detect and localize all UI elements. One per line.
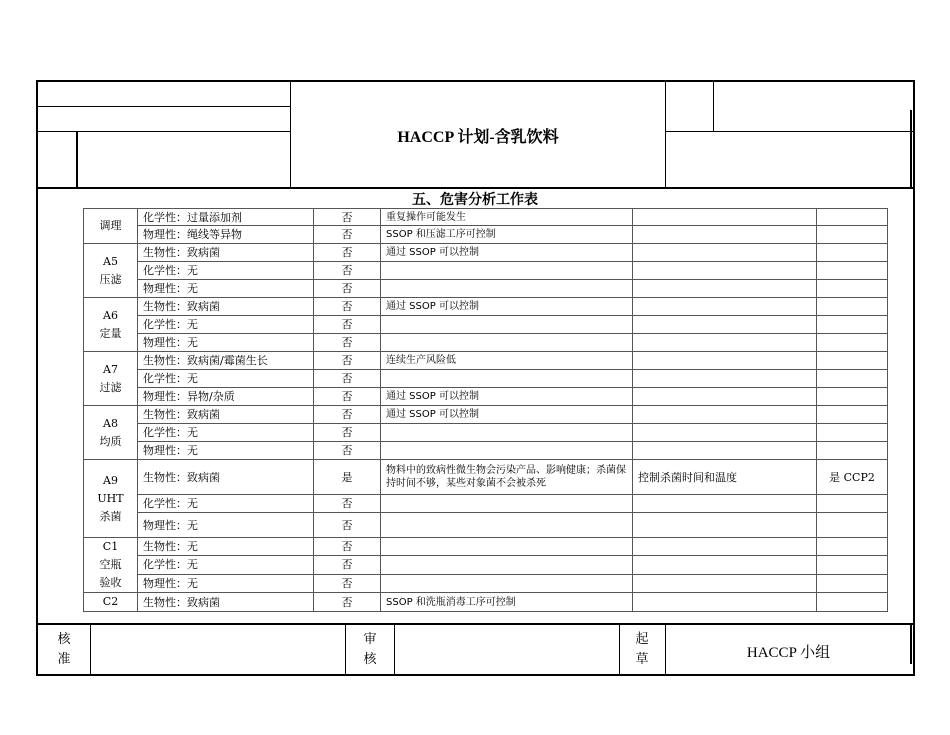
basis-cell: 连续生产风险低 <box>381 352 633 370</box>
hazard-cell: 化学性：无 <box>138 262 314 280</box>
process-step-cell: A7 过滤 <box>84 352 138 406</box>
process-step-cell: A8 均质 <box>84 406 138 460</box>
approve-label: 核 准 <box>57 632 71 667</box>
table-row <box>84 574 888 592</box>
table-row <box>84 316 888 334</box>
process-step-cell: A9 UHT 杀菌 <box>84 460 138 538</box>
hazard-cell: 生物性：致病菌 <box>138 460 314 495</box>
ccp-cell <box>817 316 888 334</box>
ccp-cell <box>817 556 888 574</box>
ccp-cell <box>817 298 888 316</box>
significance-cell: 是 <box>314 460 381 495</box>
basis-cell <box>381 370 633 388</box>
table-row <box>84 298 888 316</box>
basis-cell <box>381 280 633 298</box>
significance-cell: 否 <box>314 334 381 352</box>
ccp-cell <box>817 388 888 406</box>
hazard-cell: 生物性：致病菌/霉菌生长 <box>138 352 314 370</box>
header-divider-right <box>665 81 666 188</box>
control-measure-cell <box>633 424 817 442</box>
footer-rule-2 <box>345 624 346 675</box>
hazard-cell: 化学性：无 <box>138 495 314 513</box>
header-right-col-rule <box>713 81 714 131</box>
control-measure-cell <box>633 262 817 280</box>
process-step-cell: A6 定量 <box>84 298 138 352</box>
basis-cell <box>381 495 633 513</box>
hazard-cell: 物理性：无 <box>138 334 314 352</box>
document-title: HACCP 计划-含乳饮料 <box>397 128 559 146</box>
control-measure-cell <box>633 370 817 388</box>
control-measure-cell <box>633 226 817 244</box>
control-measure-cell <box>633 316 817 334</box>
footer-rule-1 <box>90 624 91 675</box>
table-row <box>84 406 888 424</box>
header-right-edge-rule <box>910 110 912 188</box>
basis-cell: 通过 SSOP 可以控制 <box>381 298 633 316</box>
footer-rule-3 <box>394 624 395 675</box>
ccp-cell <box>817 406 888 424</box>
basis-cell <box>381 513 633 538</box>
control-measure-cell <box>633 513 817 538</box>
basis-cell <box>381 424 633 442</box>
significance-cell: 否 <box>314 209 381 226</box>
header-left-rule-1 <box>37 106 290 107</box>
section-title: 五、危害分析工作表 <box>412 192 538 208</box>
ccp-cell <box>817 209 888 226</box>
control-measure-cell <box>633 574 817 592</box>
significance-cell: 否 <box>314 262 381 280</box>
hazard-cell: 化学性：无 <box>138 424 314 442</box>
review-label: 审 核 <box>363 632 377 667</box>
basis-cell <box>381 574 633 592</box>
table-row <box>84 262 888 280</box>
ccp-cell <box>817 262 888 280</box>
table-row <box>84 280 888 298</box>
hazard-cell: 生物性：致病菌 <box>138 406 314 424</box>
ccp-cell <box>817 442 888 460</box>
hazard-cell: 物理性：异物/杂质 <box>138 388 314 406</box>
table-row <box>84 556 888 574</box>
table-row <box>84 460 888 495</box>
table-row <box>84 209 888 226</box>
footer-rule-4 <box>619 624 620 675</box>
hazard-cell: 生物性：无 <box>138 538 314 556</box>
basis-cell <box>381 556 633 574</box>
significance-cell: 否 <box>314 226 381 244</box>
control-measure-cell <box>633 495 817 513</box>
ccp-cell <box>817 593 888 612</box>
hazard-cell: 生物性：致病菌 <box>138 244 314 262</box>
ccp-cell <box>817 334 888 352</box>
significance-cell: 否 <box>314 244 381 262</box>
significance-cell: 否 <box>314 574 381 592</box>
table-row <box>84 593 888 612</box>
hazard-analysis-table <box>83 208 888 612</box>
hazard-cell: 物理性：无 <box>138 574 314 592</box>
ccp-cell <box>817 538 888 556</box>
table-row <box>84 370 888 388</box>
ccp-cell <box>817 370 888 388</box>
hazard-cell: 化学性：无 <box>138 370 314 388</box>
significance-cell: 否 <box>314 442 381 460</box>
table-row <box>84 538 888 556</box>
basis-cell <box>381 316 633 334</box>
process-step-cell: 调理 <box>84 209 138 244</box>
hazard-cell: 化学性：过量添加剂 <box>138 209 314 226</box>
basis-cell: 物料中的致病性微生物会污染产品、影响健康；杀菌保持时间不够，某些对象菌不会被杀死 <box>381 460 633 495</box>
basis-cell: SSOP 和洗瓶消毒工序可控制 <box>381 593 633 612</box>
basis-cell <box>381 538 633 556</box>
control-measure-cell <box>633 388 817 406</box>
control-measure-cell <box>633 406 817 424</box>
ccp-cell <box>817 424 888 442</box>
process-step-cell: C2 <box>84 593 138 612</box>
hazard-cell: 物理性：无 <box>138 513 314 538</box>
table-row <box>84 495 888 513</box>
table-row <box>84 513 888 538</box>
significance-cell: 否 <box>314 556 381 574</box>
significance-cell: 否 <box>314 316 381 334</box>
ccp-cell <box>817 513 888 538</box>
drafter-value: HACCP 小组 <box>746 645 831 661</box>
significance-cell: 否 <box>314 406 381 424</box>
ccp-cell <box>817 495 888 513</box>
hazard-cell: 生物性：致病菌 <box>138 593 314 612</box>
basis-cell: 通过 SSOP 可以控制 <box>381 388 633 406</box>
control-measure-cell <box>633 352 817 370</box>
process-step-cell: A5 压滤 <box>84 244 138 298</box>
basis-cell: SSOP 和压滤工序可控制 <box>381 226 633 244</box>
significance-cell: 否 <box>314 370 381 388</box>
table-row <box>84 442 888 460</box>
basis-cell <box>381 334 633 352</box>
ccp-cell <box>817 280 888 298</box>
control-measure-cell <box>633 556 817 574</box>
hazard-cell: 物理性：无 <box>138 442 314 460</box>
draft-label: 起 草 <box>635 632 649 667</box>
significance-cell: 否 <box>314 495 381 513</box>
control-measure-cell <box>633 334 817 352</box>
control-measure-cell <box>633 593 817 612</box>
significance-cell: 否 <box>314 280 381 298</box>
header-right-rule <box>666 131 914 132</box>
basis-cell <box>381 442 633 460</box>
table-row <box>84 424 888 442</box>
significance-cell: 否 <box>314 388 381 406</box>
ccp-cell <box>817 574 888 592</box>
basis-cell: 重复操作可能发生 <box>381 209 633 226</box>
ccp-cell <box>817 226 888 244</box>
basis-cell <box>381 262 633 280</box>
footer-top-rule <box>36 623 915 625</box>
hazard-cell: 生物性：致病菌 <box>138 298 314 316</box>
significance-cell: 否 <box>314 352 381 370</box>
control-measure-cell: 控制杀菌时间和温度 <box>633 460 817 495</box>
control-measure-cell <box>633 442 817 460</box>
control-measure-cell <box>633 244 817 262</box>
table-row <box>84 388 888 406</box>
ccp-cell: 是 CCP2 <box>817 460 888 495</box>
ccp-cell <box>817 352 888 370</box>
control-measure-cell <box>633 209 817 226</box>
hazard-cell: 化学性：无 <box>138 316 314 334</box>
process-step-cell: C1 空瓶 验收 <box>84 538 138 593</box>
significance-cell: 否 <box>314 513 381 538</box>
hazard-cell: 物理性：无 <box>138 280 314 298</box>
significance-cell: 否 <box>314 424 381 442</box>
table-row <box>84 226 888 244</box>
header-left-rule-2 <box>37 131 290 132</box>
basis-cell: 通过 SSOP 可以控制 <box>381 406 633 424</box>
control-measure-cell <box>633 298 817 316</box>
hazard-cell: 化学性：无 <box>138 556 314 574</box>
significance-cell: 否 <box>314 298 381 316</box>
ccp-cell <box>817 244 888 262</box>
significance-cell: 否 <box>314 593 381 612</box>
table-row <box>84 334 888 352</box>
control-measure-cell <box>633 538 817 556</box>
table-row <box>84 244 888 262</box>
basis-cell: 通过 SSOP 可以控制 <box>381 244 633 262</box>
control-measure-cell <box>633 280 817 298</box>
table-row <box>84 352 888 370</box>
header-left-col-rule <box>76 131 78 187</box>
hazard-cell: 物理性：绳线等异物 <box>138 226 314 244</box>
significance-cell: 否 <box>314 538 381 556</box>
